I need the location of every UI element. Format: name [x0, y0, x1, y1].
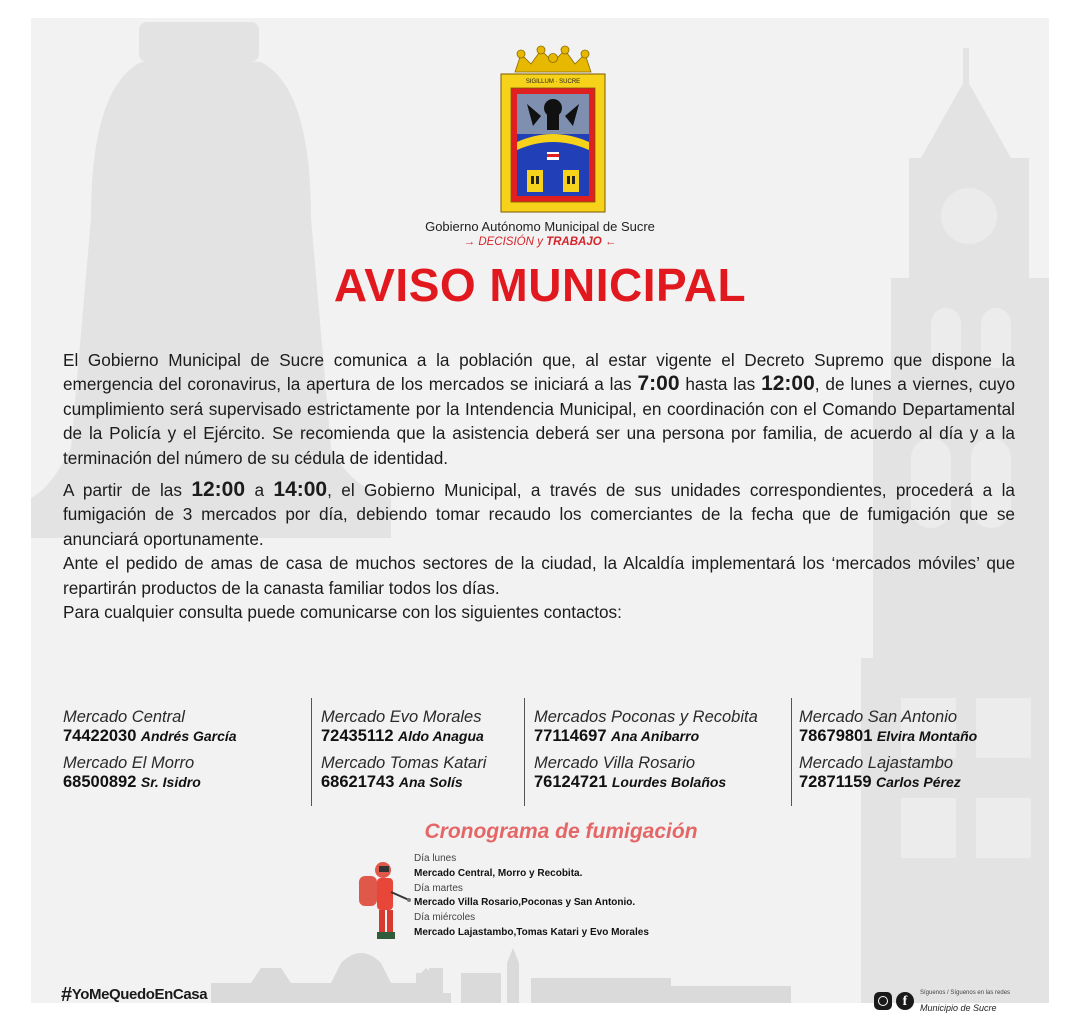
slogan-part1: DECISIÓN	[478, 236, 534, 248]
market-name: Mercado San Antonio	[799, 708, 958, 726]
contact-person: Ana Solís	[398, 774, 463, 790]
closing-time: 12:00	[761, 372, 815, 396]
p2-text-a: A partir de las	[63, 480, 192, 501]
coat-of-arms-logo	[493, 46, 613, 216]
paragraph-3: Ante el pedido de amas de casa de muchos sectores de la ciudad, la Alcaldía implementará los ‘mercados móviles’ que repartirán productos de la canasta familiar todos los días.	[63, 553, 1015, 598]
hash-icon: #	[61, 984, 72, 1006]
column-divider	[311, 698, 312, 806]
notice-body	[63, 348, 1015, 624]
contact-person: Ana Anibarro	[610, 728, 700, 744]
phone-number: 68500892	[63, 773, 137, 791]
phone-number: 72871159	[799, 773, 872, 791]
contacts-column-3	[524, 698, 786, 806]
contacts-column-2	[311, 698, 521, 806]
schedule-title: Cronograma de fumigación	[424, 820, 698, 843]
market-name: Mercado Evo Morales	[321, 708, 482, 726]
schedule-day: Día lunes	[414, 853, 457, 864]
p1-text-c: , de lunes a viernes, cuyo cumplimiento será supervisado estrictamente por la Intendencia Municipal, en coordinación con el Comando Departamental de la Policía y el Ejército. Se recomienda que la asistencia deberá ser una persona por familia, de acuerdo al día y a la terminación del número de su cédula de identidad.	[63, 374, 1015, 468]
market-name: Mercado Tomas Katari	[321, 754, 487, 772]
contact-person: Elvira Montaño	[876, 728, 978, 744]
slogan-part2: TRABAJO	[546, 236, 602, 248]
market-name: Mercado Central	[63, 708, 185, 726]
schedule-day: Día martes	[414, 882, 463, 894]
contact-entry	[63, 754, 201, 792]
crest-motto: SIGILLUM · SUCRE	[525, 79, 581, 85]
social-account-name: Municipio de Sucre	[920, 1003, 997, 1013]
phone-number: 76124721	[534, 773, 608, 791]
opening-time: 7:00	[637, 372, 680, 396]
contact-person: Aldo Anagua	[397, 728, 484, 744]
fumigation-start-time: 12:00	[191, 478, 246, 502]
market-name: Mercado Villa Rosario	[534, 754, 696, 772]
market-name: Mercado Lajastambo	[799, 754, 954, 772]
notice-poster	[31, 18, 1049, 1013]
p1-text-a: El Gobierno Municipal de Sucre comunica a la población que, al estar vigente el Decreto Supremo que dispone la emergencia del coronavirus, la apertura de los mercados se iniciará a las	[63, 350, 1015, 395]
paragraph-4: Para cualquier consulta puede comunicarse con los siguientes contactos:	[63, 602, 622, 623]
phone-number: 72435112	[321, 727, 394, 745]
contact-entry	[534, 754, 726, 792]
p1-text-b: hasta las	[679, 374, 762, 395]
organization-name: Gobierno Autónomo Municipal de Sucre	[425, 219, 655, 234]
contact-entry	[799, 708, 977, 746]
market-name: Mercado El Morro	[63, 754, 195, 772]
slogan	[31, 236, 1049, 248]
facebook-icon[interactable]: f	[896, 992, 914, 1010]
phone-number: 78679801	[799, 727, 873, 745]
contact-entry	[534, 708, 758, 746]
column-divider	[524, 698, 525, 806]
hashtag-text: YoMeQuedoEnCasa	[71, 986, 208, 1003]
contact-entry	[321, 708, 484, 746]
column-divider	[791, 698, 792, 806]
contact-entry	[799, 754, 961, 792]
contact-person: Carlos Pérez	[875, 774, 961, 790]
schedule-list	[414, 852, 649, 941]
slogan-arrow-right: ←	[601, 236, 617, 248]
p2-text-c: , el Gobierno Municipal, a través de sus unidades correspondientes, procederá a la fumigación de 3 mercados por día, debiendo tomar recaudo los comerciantes de la fecha que de fumigación que se anunciará oportunamente.	[63, 480, 1015, 549]
market-name: Mercados Poconas y Recobita	[534, 708, 758, 726]
paragraph-1	[63, 348, 1015, 470]
phone-number: 74422030	[63, 727, 137, 745]
skyline-silhouette	[211, 948, 791, 1003]
contacts-column-1	[63, 698, 303, 806]
contacts-column-4	[791, 698, 1021, 806]
paragraph-2	[63, 478, 1015, 551]
social-follow-text: Síguenos / Síguenos en las redes	[920, 990, 1011, 996]
slogan-arrow-left: →	[463, 236, 479, 248]
phone-number: 77114697	[534, 727, 607, 745]
schedule-day: Día miércoles	[414, 912, 476, 924]
contact-person: Sr. Isidro	[140, 774, 201, 790]
page-title: AVISO MUNICIPAL	[333, 259, 747, 311]
contact-entry	[63, 708, 237, 746]
contact-person: Andrés García	[140, 728, 237, 744]
schedule-markets: Mercado Villa Rosario,Poconas y San Antonio.	[414, 897, 636, 909]
slogan-connector: y	[537, 236, 543, 248]
contact-person: Lourdes Bolaños	[611, 774, 727, 790]
hashtag	[61, 984, 207, 1007]
contact-entry	[321, 754, 486, 792]
fumigation-end-time: 14:00	[273, 478, 328, 502]
schedule-markets: Mercado Central, Morro y Recobita.	[414, 867, 583, 879]
instagram-icon[interactable]	[874, 992, 892, 1010]
schedule-markets: Mercado Lajastambo,Tomas Katari y Evo Morales	[414, 926, 649, 938]
fumigation-worker-illustration	[355, 856, 411, 942]
phone-number: 68621743	[321, 773, 395, 791]
p2-text-b: a	[245, 480, 274, 501]
